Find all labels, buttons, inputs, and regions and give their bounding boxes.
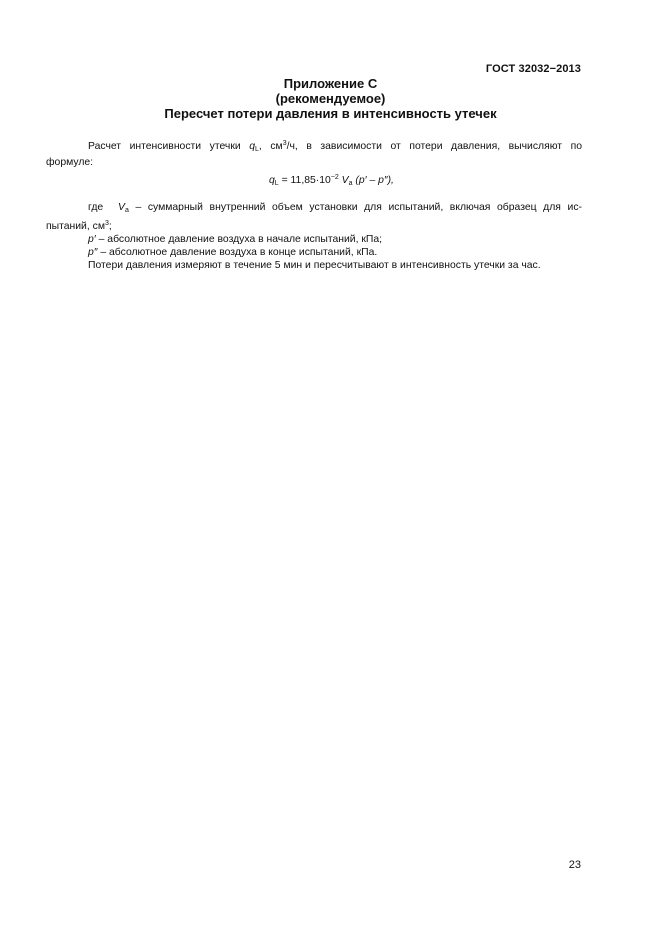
appendix-status: (рекомендуемое) (275, 91, 386, 106)
legend-p-end: p″ – абсолютное давление воздуха в конце испытаний, кПа. (88, 247, 378, 258)
leak-rate-formula: $q_L = 11,85\cdot 10^{-2}$ $V_a$ (p′ – p″), (269, 174, 394, 187)
paragraph-calculation-line1: Расчет интенсивности утечки $q_L$, $см^3/ч$, в зависимости от потери давления, вычисляют по (88, 140, 582, 153)
page-number: 23 (568, 859, 581, 871)
legend-va-continuation: пытаний, $см^3$; (46, 220, 112, 232)
standard-header: ГОСТ 32032−2013 (485, 63, 581, 75)
appendix-heading: Пересчет потери давления в интенсивность утечек (164, 106, 497, 121)
legend-va: где $V_a$ – суммарный внутренний объем установки для испытаний, включая образец для ис- (88, 202, 582, 214)
legend-p-start: p′ – абсолютное давление воздуха в начале испытаний, кПа; (88, 234, 383, 245)
paragraph-calculation (46, 137, 582, 169)
formula-legend (46, 201, 582, 272)
appendix-title (0, 76, 661, 121)
paragraph-measurement: Потери давления измеряют в течение 5 мин и пересчитывают в интенсивность утечки за час. (88, 260, 541, 271)
appendix-label: Приложение С (283, 76, 378, 91)
paragraph-calculation-line2: формуле: (46, 157, 94, 168)
